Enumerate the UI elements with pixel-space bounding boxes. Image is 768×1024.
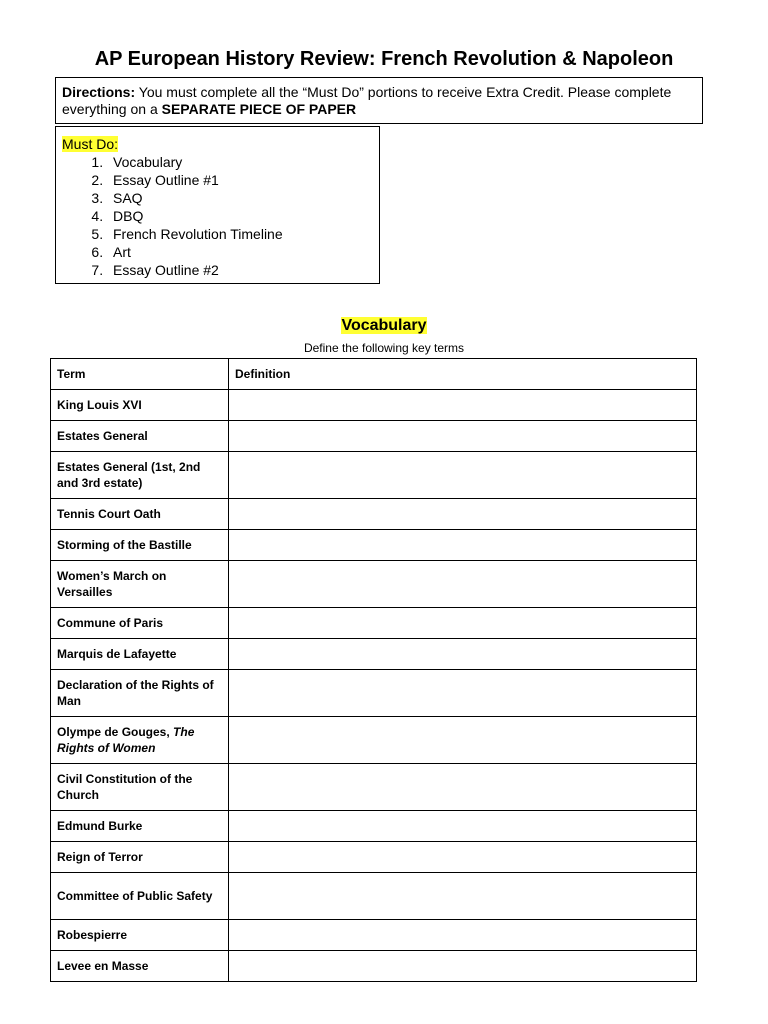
column-header-term: Term [51, 359, 229, 390]
term-text: Olympe de Gouges, [57, 725, 170, 739]
definition-cell[interactable] [229, 717, 697, 764]
must-do-item: 7. Essay Outline #2 [107, 261, 373, 279]
term-cell [51, 717, 229, 764]
definition-cell[interactable] [229, 920, 697, 951]
table-row [51, 499, 697, 530]
term-cell: Women’s March on Versailles [51, 561, 229, 608]
page-title: AP European History Review: French Revolution & Napoleon [94, 48, 674, 70]
must-do-item: 1. Vocabulary [107, 153, 373, 171]
definition-cell[interactable] [229, 421, 697, 452]
table-row [51, 421, 697, 452]
must-do-item: 4. DBQ [107, 207, 373, 225]
term-cell: Estates General [51, 421, 229, 452]
table-row [51, 873, 697, 920]
term-cell: Commune of Paris [51, 608, 229, 639]
table-row [51, 670, 697, 717]
column-header-definition: Definition [229, 359, 697, 390]
must-do-box [55, 126, 380, 284]
term-cell: Robespierre [51, 920, 229, 951]
definition-cell[interactable] [229, 873, 697, 920]
table-row [51, 608, 697, 639]
vocabulary-subheading: Define the following key terms [303, 341, 465, 355]
definition-cell[interactable] [229, 670, 697, 717]
must-do-list [62, 153, 373, 279]
table-row [51, 639, 697, 670]
definition-cell[interactable] [229, 842, 697, 873]
definition-cell[interactable] [229, 639, 697, 670]
table-row [51, 530, 697, 561]
must-do-item: 2. Essay Outline #1 [107, 171, 373, 189]
must-do-item: 3. SAQ [107, 189, 373, 207]
table-header-row [51, 359, 697, 390]
definition-cell[interactable] [229, 452, 697, 499]
definition-cell[interactable] [229, 608, 697, 639]
definition-cell[interactable] [229, 764, 697, 811]
term-cell: Civil Constitution of the Church [51, 764, 229, 811]
table-row [51, 811, 697, 842]
directions-label: Directions: [62, 84, 136, 100]
table-row [51, 764, 697, 811]
vocabulary-table [50, 358, 697, 982]
directions-box [55, 77, 703, 124]
table-row [51, 452, 697, 499]
table-row [51, 561, 697, 608]
table-row [51, 951, 697, 982]
must-do-item: 5. French Revolution Timeline [107, 225, 373, 243]
term-cell: Declaration of the Rights of Man [51, 670, 229, 717]
term-cell: Estates General (1st, 2nd and 3rd estate) [51, 452, 229, 499]
term-cell: Marquis de Lafayette [51, 639, 229, 670]
definition-cell[interactable] [229, 561, 697, 608]
directions-emphasis: SEPARATE PIECE OF PAPER [161, 101, 357, 117]
must-do-label: Must Do: [62, 136, 119, 152]
term-cell: Tennis Court Oath [51, 499, 229, 530]
definition-cell[interactable] [229, 499, 697, 530]
definition-cell[interactable] [229, 811, 697, 842]
table-row [51, 842, 697, 873]
term-cell: Edmund Burke [51, 811, 229, 842]
directions-text: You must complete all the “Must Do” portions to receive Extra Credit. Please complete everything on a [62, 84, 672, 117]
must-do-item: 6. Art [107, 243, 373, 261]
table-row [51, 717, 697, 764]
vocabulary-heading: Vocabulary [341, 317, 427, 334]
table-row [51, 920, 697, 951]
table-row [51, 390, 697, 421]
term-italic-title: The Rights of Women [57, 725, 195, 755]
term-cell: Storming of the Bastille [51, 530, 229, 561]
definition-cell[interactable] [229, 951, 697, 982]
term-cell: King Louis XVI [51, 390, 229, 421]
definition-cell[interactable] [229, 390, 697, 421]
definition-cell[interactable] [229, 530, 697, 561]
term-cell: Levee en Masse [51, 951, 229, 982]
term-cell: Reign of Terror [51, 842, 229, 873]
term-cell: Committee of Public Safety [51, 873, 229, 920]
